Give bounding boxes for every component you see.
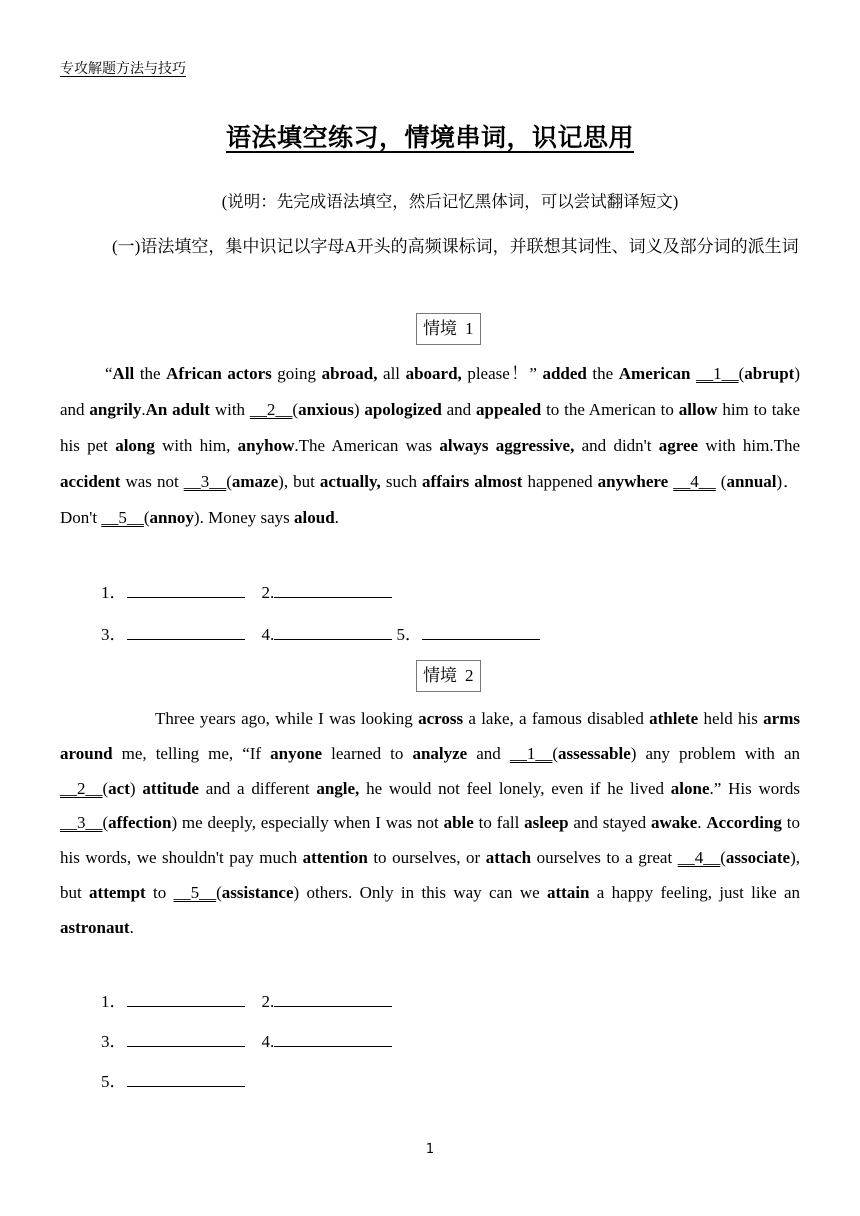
bold-keyword: appealed bbox=[476, 400, 542, 419]
passage-text: ( bbox=[226, 472, 232, 491]
passage-text: and bbox=[441, 400, 477, 419]
passage-text: ( bbox=[102, 813, 109, 833]
bold-keyword: added bbox=[542, 364, 587, 383]
passage-text: to fall bbox=[473, 813, 525, 833]
bold-keyword: across bbox=[418, 709, 464, 728]
bold-keyword: asleep bbox=[524, 813, 569, 833]
fill-in-blank: __1__ bbox=[696, 364, 739, 383]
bold-keyword: athlete bbox=[649, 709, 699, 728]
passage-text: ( bbox=[715, 472, 727, 491]
scenario-number: 1 bbox=[465, 319, 474, 338]
fill-in-blank: __4__ bbox=[677, 848, 721, 868]
passage-text: ( bbox=[720, 848, 726, 868]
fill-in-blank: __5__ bbox=[173, 882, 217, 902]
instructions-note: (说明：先完成语法填空，然后记忆黑体词，可以尝试翻译短文) bbox=[221, 192, 679, 211]
passage-text: a lake, a famous disabled bbox=[463, 709, 650, 728]
bold-keyword: American bbox=[618, 364, 691, 383]
bold-keyword: allow bbox=[678, 400, 718, 419]
bold-keyword: able bbox=[443, 813, 474, 833]
passage-text: held his bbox=[698, 709, 764, 728]
passage-text: he would not feel lonely, even if he lived bbox=[359, 778, 671, 798]
passage-text: . bbox=[141, 400, 146, 419]
answer-blank[interactable] bbox=[127, 1072, 245, 1087]
passage-text: and a different bbox=[198, 778, 317, 798]
bold-keyword: assessable bbox=[558, 743, 631, 763]
answer-label: 5． bbox=[101, 1072, 127, 1091]
passage-text: please！” bbox=[461, 364, 543, 383]
answer-label: 1． bbox=[101, 583, 127, 602]
passage-text: ) me deeply, especially when I was not bbox=[171, 813, 444, 833]
passage-text: ), but bbox=[278, 472, 320, 491]
answer-blank[interactable] bbox=[127, 1032, 245, 1047]
bold-keyword: accident bbox=[60, 472, 121, 491]
passage-text: ( bbox=[552, 743, 559, 763]
page-title: 语法填空练习，情境串词，识记思用 bbox=[225, 123, 634, 152]
passage-text: to ourselves, or bbox=[367, 848, 486, 868]
bold-keyword: African actors bbox=[166, 364, 272, 383]
bold-keyword: analyze bbox=[412, 743, 468, 763]
passage-text: . bbox=[129, 917, 134, 937]
passage-text: the bbox=[134, 364, 167, 383]
passage-text: with bbox=[209, 400, 250, 419]
passage-text: ( bbox=[216, 882, 222, 902]
answer-row-3 bbox=[101, 987, 392, 1012]
bold-keyword: All bbox=[112, 364, 135, 383]
intro-paragraph: (一)语法填空，集中识记以字母A开头的高频课标词，并联想其词性、词义及部分词的派生词 bbox=[112, 237, 799, 256]
passage-text: . bbox=[697, 813, 707, 833]
passage-text: ) any problem with an bbox=[630, 743, 801, 763]
scenario-number: 2 bbox=[465, 666, 474, 685]
bold-keyword: attempt bbox=[89, 882, 146, 902]
bold-keyword: angrily bbox=[89, 400, 142, 419]
answer-row-5 bbox=[101, 1067, 245, 1092]
bold-keyword: alone bbox=[670, 778, 710, 798]
passage-text: .” His words bbox=[709, 778, 800, 798]
bold-keyword: According bbox=[706, 813, 782, 833]
answer-label: 2. bbox=[261, 992, 275, 1011]
answer-label: 1． bbox=[101, 992, 127, 1011]
bold-keyword: attain bbox=[547, 882, 590, 902]
passage-text: such bbox=[380, 472, 423, 491]
passage-text: ) bbox=[129, 778, 143, 798]
bold-keyword: actually, bbox=[319, 472, 381, 491]
passage-text: ). Money says bbox=[193, 508, 295, 527]
bold-keyword: along bbox=[115, 436, 155, 455]
fill-in-blank: __2__ bbox=[60, 778, 103, 798]
scenario-2-badge bbox=[416, 660, 481, 692]
passage-text: the bbox=[586, 364, 619, 383]
answer-label: 3． bbox=[101, 625, 127, 644]
bold-keyword: attach bbox=[485, 848, 532, 868]
bold-keyword: amaze bbox=[231, 472, 279, 491]
passage-text: was not bbox=[120, 472, 184, 491]
answer-label: 4. bbox=[261, 1032, 275, 1051]
passage-text: “ bbox=[105, 364, 113, 383]
bold-keyword: apologized bbox=[364, 400, 442, 419]
passage-text: ) bbox=[353, 400, 365, 419]
bold-keyword: assistance bbox=[221, 882, 294, 902]
passage-text: ) others. Only in this way can we bbox=[293, 882, 547, 902]
passage-text: ( bbox=[102, 778, 109, 798]
fill-in-blank: __3__ bbox=[183, 472, 227, 491]
bold-keyword: anxious bbox=[298, 400, 354, 419]
passage-text: ) and bbox=[60, 364, 800, 419]
passage-text: me, telling me, “If bbox=[112, 743, 271, 763]
bold-keyword: affairs almost bbox=[422, 472, 523, 491]
passage-text: ( bbox=[143, 508, 150, 527]
passage-1 bbox=[60, 356, 800, 536]
bold-keyword: anyone bbox=[270, 743, 323, 763]
passage-text: and stayed bbox=[568, 813, 652, 833]
fill-in-blank: __3__ bbox=[60, 813, 103, 833]
passage-text: all bbox=[377, 364, 406, 383]
bold-keyword: act bbox=[108, 778, 130, 798]
passage-text: and didn't bbox=[574, 436, 659, 455]
bold-keyword: abrupt bbox=[744, 364, 795, 383]
passage-text: him to take his pet bbox=[60, 400, 801, 455]
passage-text: and bbox=[467, 743, 510, 763]
fill-in-blank: __1__ bbox=[509, 743, 553, 763]
passage-text: happened bbox=[522, 472, 598, 491]
fill-in-blank: __5__ bbox=[101, 508, 144, 527]
answer-label: 5． bbox=[396, 625, 422, 644]
passage-text: ourselves to a great bbox=[531, 848, 678, 868]
passage-text: . bbox=[334, 508, 339, 527]
answer-row-4 bbox=[101, 1027, 392, 1052]
passage-text: .The American was bbox=[294, 436, 440, 455]
passage-2 bbox=[60, 702, 800, 946]
bold-keyword: angle, bbox=[316, 778, 360, 798]
section-header: 专攻解题方法与技巧 bbox=[60, 61, 186, 77]
fill-in-blank: __2__ bbox=[249, 400, 293, 419]
passage-text: to his words, we shouldn't pay much bbox=[60, 813, 800, 868]
passage-text: ), but bbox=[60, 848, 801, 902]
bold-keyword: affection bbox=[108, 813, 172, 833]
answer-label: 3． bbox=[101, 1032, 127, 1051]
page-number: 1 bbox=[425, 1142, 435, 1157]
bold-keyword: aboard, bbox=[405, 364, 462, 383]
bold-keyword: anyhow bbox=[237, 436, 295, 455]
bold-keyword: awake bbox=[651, 813, 698, 833]
answer-row-1 bbox=[101, 578, 392, 603]
passage-text: learned to bbox=[322, 743, 413, 763]
passage-text: a happy feeling, just like an bbox=[589, 882, 801, 902]
bold-keyword: associate bbox=[725, 848, 791, 868]
passage-text: to the American to bbox=[541, 400, 679, 419]
bold-keyword: always aggressive, bbox=[439, 436, 575, 455]
answer-blank[interactable] bbox=[422, 625, 540, 640]
passage-text: )．Don't bbox=[60, 472, 800, 527]
answer-blank[interactable] bbox=[274, 1032, 392, 1047]
answer-label: 4. bbox=[261, 625, 275, 644]
bold-keyword: arms around bbox=[60, 709, 800, 763]
answer-blank[interactable] bbox=[274, 992, 392, 1007]
scenario-1-badge bbox=[416, 313, 481, 345]
bold-keyword: abroad, bbox=[321, 364, 378, 383]
bold-keyword: attention bbox=[302, 848, 368, 868]
passage-text: with him, bbox=[154, 436, 238, 455]
bold-keyword: attitude bbox=[142, 778, 199, 798]
passage-text: to bbox=[145, 882, 174, 902]
bold-keyword: anywhere bbox=[597, 472, 669, 491]
answer-blank[interactable] bbox=[127, 583, 245, 598]
bold-keyword: annual bbox=[726, 472, 777, 491]
answer-blank[interactable] bbox=[127, 992, 245, 1007]
answer-row-2 bbox=[101, 620, 540, 645]
passage-text: going bbox=[271, 364, 322, 383]
passage-text: ( bbox=[738, 364, 745, 383]
answer-blank[interactable] bbox=[274, 625, 392, 640]
scenario-label: 情境 bbox=[423, 319, 457, 339]
bold-keyword: aloud bbox=[294, 508, 335, 527]
passage-text: with him.The bbox=[698, 436, 801, 455]
bold-keyword: agree bbox=[658, 436, 699, 455]
bold-keyword: astronaut bbox=[60, 917, 130, 937]
bold-keyword: annoy bbox=[149, 508, 194, 527]
passage-text: Three years ago, while I was looking bbox=[155, 709, 419, 728]
answer-blank[interactable] bbox=[127, 625, 245, 640]
scenario-label: 情境 bbox=[423, 666, 457, 686]
answer-blank[interactable] bbox=[274, 583, 392, 598]
bold-keyword: An adult bbox=[145, 400, 210, 419]
fill-in-blank: __4__ bbox=[673, 472, 716, 491]
passage-text: ( bbox=[292, 400, 299, 419]
answer-label: 2. bbox=[261, 583, 275, 602]
